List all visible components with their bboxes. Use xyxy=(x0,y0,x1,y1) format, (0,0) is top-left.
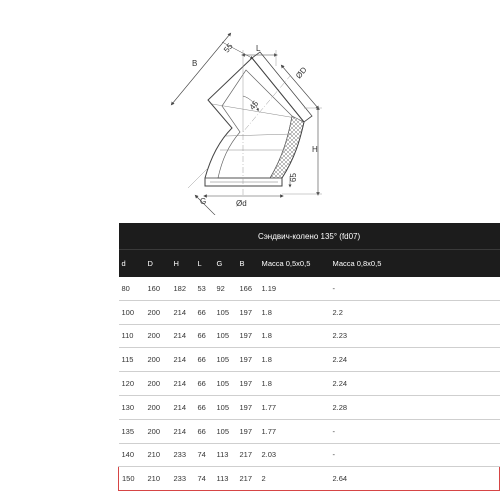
table-cell: 214 xyxy=(171,419,195,443)
table-cell: 200 xyxy=(145,372,171,396)
table-row-highlighted xyxy=(119,467,500,491)
table-cell: 200 xyxy=(145,419,171,443)
table-cell: 214 xyxy=(171,372,195,396)
table-cell: 135 xyxy=(119,419,145,443)
table-cell: 105 xyxy=(214,395,237,419)
table-cell: 2.24 xyxy=(330,372,500,396)
table-cell: 2.28 xyxy=(330,395,500,419)
table-header-row xyxy=(119,250,500,278)
table-cell: 105 xyxy=(214,348,237,372)
table-cell: 200 xyxy=(145,300,171,324)
table-cell: 233 xyxy=(171,443,195,467)
label-d: Ød xyxy=(236,199,247,208)
table-cell: 74 xyxy=(195,467,214,491)
column-header: L xyxy=(195,250,214,278)
table-cell: 1.19 xyxy=(259,277,330,300)
table-row xyxy=(119,372,500,396)
top-socket xyxy=(252,52,312,122)
table-cell: 2 xyxy=(259,467,330,491)
label-55-top: 55 xyxy=(222,41,235,55)
table-cell: 66 xyxy=(195,300,214,324)
column-header: d xyxy=(119,250,145,278)
table-cell: - xyxy=(330,277,500,300)
table-cell: 2.23 xyxy=(330,324,500,348)
table-cell: 1.8 xyxy=(259,324,330,348)
table-cell: 2.2 xyxy=(330,300,500,324)
table-row xyxy=(119,348,500,372)
elbow-technical-drawing xyxy=(0,0,500,215)
label-b: B xyxy=(192,59,198,68)
dimension-b-line xyxy=(172,34,230,104)
table-cell: 182 xyxy=(171,277,195,300)
table-cell: - xyxy=(330,443,500,467)
table-cell: 120 xyxy=(119,372,145,396)
table-cell: 200 xyxy=(145,348,171,372)
table-cell: 197 xyxy=(237,395,259,419)
table-cell: 1.8 xyxy=(259,348,330,372)
table-cell: 200 xyxy=(145,395,171,419)
table-cell: 214 xyxy=(171,300,195,324)
table-cell: 80 xyxy=(119,277,145,300)
table-cell: 197 xyxy=(237,372,259,396)
table-cell: - xyxy=(330,419,500,443)
label-l: L xyxy=(256,44,261,53)
table-cell: 200 xyxy=(145,324,171,348)
table-cell: 210 xyxy=(145,467,171,491)
table-cell: 110 xyxy=(119,324,145,348)
table-body xyxy=(119,277,500,491)
table-cell: 115 xyxy=(119,348,145,372)
table-cell: 197 xyxy=(237,300,259,324)
table-cell: 105 xyxy=(214,324,237,348)
table-cell: 197 xyxy=(237,324,259,348)
table-cell: 210 xyxy=(145,443,171,467)
label-45: 45 xyxy=(247,99,261,112)
table-cell: 105 xyxy=(214,419,237,443)
table-cell: 214 xyxy=(171,324,195,348)
column-header: B xyxy=(237,250,259,278)
table-row xyxy=(119,300,500,324)
table-cell: 166 xyxy=(237,277,259,300)
table-cell: 160 xyxy=(145,277,171,300)
table-cell: 66 xyxy=(195,324,214,348)
table-cell: 1.77 xyxy=(259,419,330,443)
table-cell: 217 xyxy=(237,467,259,491)
table-cell: 233 xyxy=(171,467,195,491)
table-cell: 130 xyxy=(119,395,145,419)
table-cell: 66 xyxy=(195,395,214,419)
table-cell: 105 xyxy=(214,372,237,396)
table-cell: 66 xyxy=(195,348,214,372)
table-row xyxy=(119,395,500,419)
table-cell: 2.24 xyxy=(330,348,500,372)
label-od: ØD xyxy=(294,65,309,81)
table-cell: 2.64 xyxy=(330,467,500,491)
table-cell: 92 xyxy=(214,277,237,300)
table-row xyxy=(119,419,500,443)
table-cell: 140 xyxy=(119,443,145,467)
table-cell: 66 xyxy=(195,419,214,443)
table-row xyxy=(119,443,500,467)
table-cell: 197 xyxy=(237,348,259,372)
table-title: Сэндвич-колено 135° (fd07) xyxy=(119,223,500,250)
column-header: Масса 0,8х0,5 xyxy=(330,250,500,278)
column-header: D xyxy=(145,250,171,278)
table-cell: 105 xyxy=(214,300,237,324)
table-cell: 150 xyxy=(119,467,145,491)
table-cell: 113 xyxy=(214,467,237,491)
table-cell: 53 xyxy=(195,277,214,300)
table-row xyxy=(119,324,500,348)
column-header: H xyxy=(171,250,195,278)
column-header: G xyxy=(214,250,237,278)
table-cell: 2.03 xyxy=(259,443,330,467)
label-h: H xyxy=(312,145,318,154)
table-cell: 214 xyxy=(171,395,195,419)
table-cell: 217 xyxy=(237,443,259,467)
table-cell: 113 xyxy=(214,443,237,467)
table-cell: 1.8 xyxy=(259,372,330,396)
table-cell: 100 xyxy=(119,300,145,324)
table-cell: 66 xyxy=(195,372,214,396)
column-header: Масса 0,5х0,5 xyxy=(259,250,330,278)
table-cell: 1.8 xyxy=(259,300,330,324)
table-row xyxy=(119,277,500,300)
label-g: G xyxy=(200,197,207,206)
specification-table xyxy=(118,223,500,491)
table-cell: 74 xyxy=(195,443,214,467)
label-65: 65 xyxy=(289,173,298,182)
table-cell: 214 xyxy=(171,348,195,372)
table-cell: 1.77 xyxy=(259,395,330,419)
table-cell: 197 xyxy=(237,419,259,443)
